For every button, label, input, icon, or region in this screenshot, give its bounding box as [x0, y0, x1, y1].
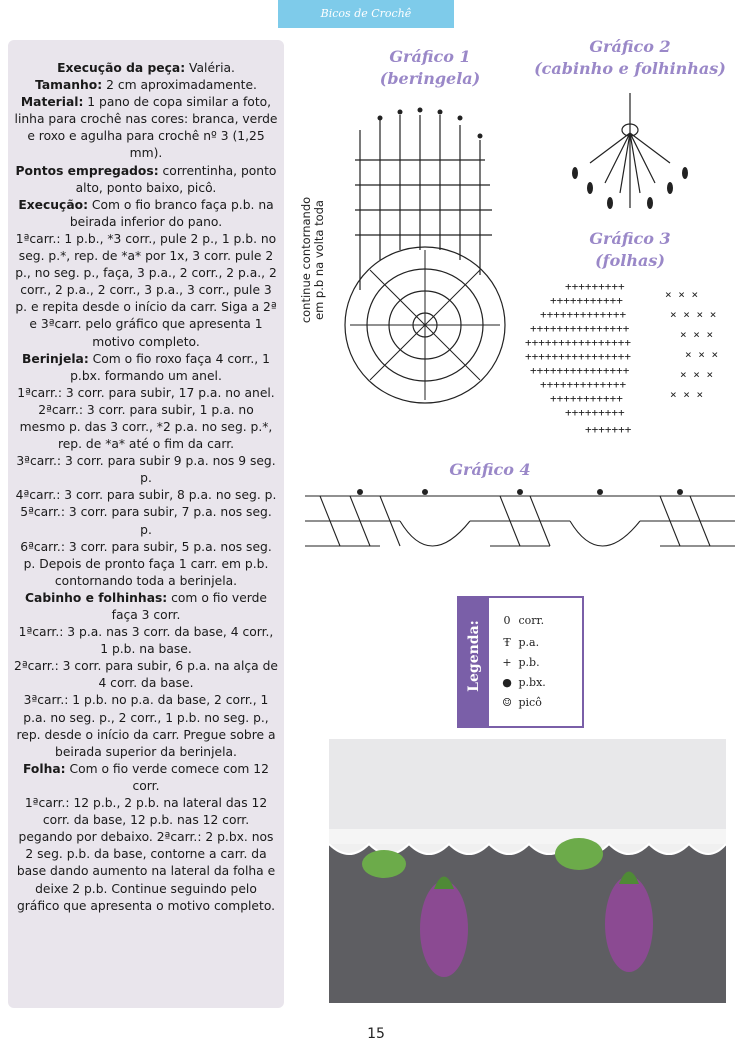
- svg-text:× × ×: × × ×: [680, 328, 714, 341]
- product-photo: [329, 739, 726, 1003]
- chart1-title: Gráfico 1 (beringela): [379, 47, 481, 88]
- svg-text:× × ×: × × ×: [670, 388, 704, 401]
- svg-text:× × × ×: × × × ×: [670, 308, 717, 321]
- svg-text:+++++++++++: +++++++++++: [550, 392, 623, 405]
- legend-item-pbx: ● p.bx.: [502, 676, 546, 689]
- svg-text:× × ×: × × ×: [680, 368, 714, 381]
- svg-text:× × ×: × × ×: [685, 348, 719, 361]
- svg-text:++++++++++++++++: ++++++++++++++++: [525, 336, 631, 349]
- legend-box: [457, 596, 584, 728]
- legend-item-pico: ☺ picô: [502, 696, 542, 709]
- legend-item-pb: + p.b.: [502, 656, 540, 669]
- svg-text:+++++++++++++++: +++++++++++++++: [530, 322, 630, 335]
- svg-text:+++++++++++++++: +++++++++++++++: [530, 364, 630, 377]
- chart1-eggplant-diagram: [320, 100, 520, 420]
- svg-text:+++++++: +++++++: [585, 423, 632, 436]
- svg-text:+++++++++: +++++++++: [565, 406, 625, 419]
- eggplant-left-icon: [420, 881, 468, 977]
- legend-item-pa: Ŧ p.a.: [503, 636, 540, 649]
- svg-text:+++++++++: +++++++++: [565, 280, 625, 293]
- chart4-title: Gráfico 4: [449, 460, 531, 479]
- magazine-header-tab: Bicos de Crochê: [278, 0, 454, 28]
- svg-text:++++++++++++++++: ++++++++++++++++: [525, 350, 631, 363]
- svg-text:+++++++++++++: +++++++++++++: [540, 378, 627, 391]
- svg-text:+++++++++++: +++++++++++: [550, 294, 623, 307]
- legend-title-bar: Legenda:: [459, 598, 489, 726]
- leaf-right-icon: [555, 838, 603, 870]
- chart3-leaf-diagram: [520, 278, 730, 444]
- chart1-note: continue contornando em p.b na volta toda: [299, 196, 326, 324]
- chart2-title: Gráfico 2 (cabinho e folhinhas): [534, 37, 726, 78]
- legend-item-corr: 0 corr.: [503, 614, 545, 627]
- instructions-text: Execução da peça: Valéria. Tamanho: 2 cm aproximadamente. Material: 1 pano de copa similar a foto, linha para crochê nas cores: branca, verde e roxo e agulha para crochê nº 3 (1,25 mm). Pontos empregados: correntinha, ponto alto, ponto baixo, picô. Execução: Com o fio branco faça p.b. na beirada inferior do pano. 1ªcarr.: 1 p.b., *3 corr., pule 2 p., 1 p.b. no seg. p.*, rep. de *a* por 1x, 3 corr. pule 2 p., no seg. p., faça, 3 p.a., 2 corr., 2 p.a., 2 corr., 2 p.a., 2 corr., 3 p.a., 3 corr., pule 3 p. e repita desde o início da carr. Siga a 2ª e 3ªcarr. pelo gráfico que apresenta 1 motivo completo. Berinjela: Com o fio roxo faça 4 corr., 1 p.bx. formando um anel. 1ªcarr.: 3 corr. para subir, 17 p.a. no anel. 2ªcarr.: 3 corr. para subir, 1 p.a. no mesmo p. das 3 corr., *2 p.a. no seg. p.*, rep. de *a* até o fim da carr. 3ªcarr.: 3 corr. para subir 9 p.a. nos 9 seg. p. 4ªcarr.: 3 corr. para subir, 8 p.a. no seg. p. 5ªcarr.: 3 corr. para subir, 7 p.a. nos seg. p. 6ªcarr.: 3 corr. para subir, 5 p.a. nos seg. p. Depois de pronto faça 1 carr. em p.b. contornando toda a berinjela. Cabinho e folhinhas: com o fio verde faça 3 corr. 1ªcarr.: 3 p.a. nas 3 corr. da base, 4 corr., 1 p.b. na base. 2ªcarr.: 3 corr. para subir, 6 p.a. na alça de 4 corr. da base. 3ªcarr.: 1 p.b. no p.a. da base, 2 corr., 1 p.a. no seg. p., 2 corr., 1 p.b. no seg. p., rep. desde o início da carr. Pregue sobre a beirada superior da berinjela. Folha: Com o fio verde comece com 12 corr. 1ªcarr.: 12 p.b., 2 p.b. na lateral das 12 corr. da base, 12 p.b. nas 12 corr. pegando por debaixo. 2ªcarr.: 2 p.bx. nos 2 seg. p.b. da base, contorne a carr. da base dando aumento na lateral da folha e deixe 2 p.b. Continue seguindo pelo gráfico que apresenta o motivo completo.: [14, 61, 278, 913]
- leaf-left-icon: [362, 850, 406, 878]
- chart3-title: Gráfico 3 (folhas): [589, 229, 671, 270]
- eggplant-right-icon: [605, 876, 653, 972]
- svg-text:× × ×: × × ×: [665, 288, 699, 301]
- svg-text:+++++++++++++: +++++++++++++: [540, 308, 627, 321]
- page-number: 15: [367, 1026, 385, 1042]
- chart4-border-diagram: [300, 486, 740, 576]
- chart2-stem-diagram: [560, 88, 700, 218]
